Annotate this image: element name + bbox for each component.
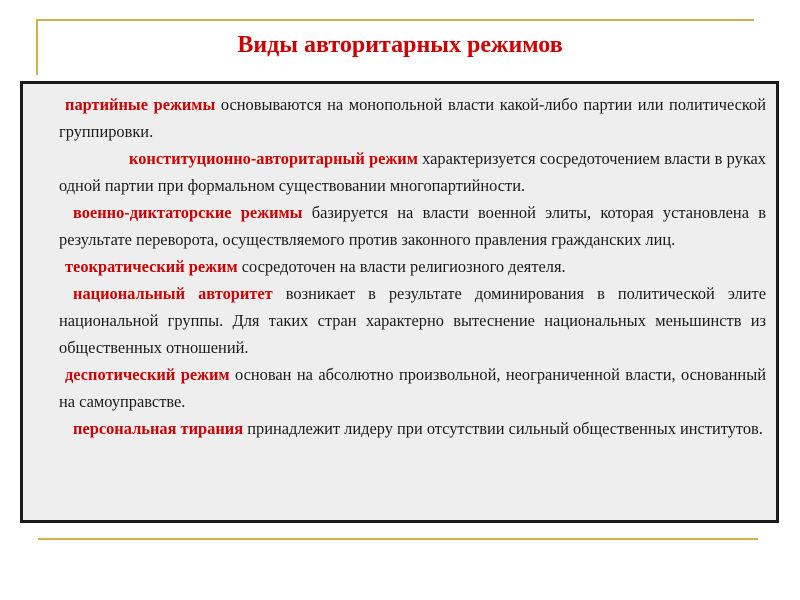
- list-item-national-authority: [33, 280, 766, 361]
- item-description: основываются на монопольной власти какой-либо партии или политической группировки.: [59, 95, 766, 141]
- list-item-party-regimes: [33, 91, 766, 145]
- item-description: сосредоточен на власти религиозного деятеля.: [237, 257, 566, 276]
- item-term: конституционно-авторитарный режим: [129, 149, 418, 168]
- decorative-top-line: [36, 19, 754, 21]
- item-description: возникает в результате доминирования в политической элите национальной группы. Для таких стран характерно вытеснение национальных меньшинств из общественных отношений.: [59, 284, 766, 357]
- item-term: персональная тирания: [73, 419, 244, 438]
- item-term: деспотический режим: [65, 365, 230, 384]
- list-item-theocratic: [33, 253, 766, 280]
- item-description: характеризуется сосредоточением власти в руках одной партии при формальном существовании многопартийности.: [59, 149, 766, 195]
- item-term: партийные режимы: [65, 95, 216, 114]
- decorative-bottom-line: [38, 538, 758, 540]
- list-item-constitutional-authoritarian: [33, 145, 766, 199]
- item-term: национальный авторитет: [73, 284, 273, 303]
- page-title: Виды авторитарных режимов: [237, 32, 563, 58]
- item-term: теократический режим: [65, 257, 238, 276]
- regimes-list-box: [20, 81, 779, 523]
- item-description: основан на абсолютно произвольной, неограниченной власти, основанный на самоуправстве.: [59, 365, 766, 411]
- list-item-military-dictatorship: [33, 199, 766, 253]
- list-item-personal-tyranny: [33, 415, 766, 442]
- item-term: военно-диктаторские режимы: [73, 203, 303, 222]
- list-item-despotic: [33, 361, 766, 415]
- item-description: базируется на власти военной элиты, которая установлена в результате переворота, осуществляемого против законного правления гражданских лиц.: [59, 203, 766, 249]
- item-description: принадлежит лидеру при отсутствии сильный общественных институтов.: [243, 419, 763, 438]
